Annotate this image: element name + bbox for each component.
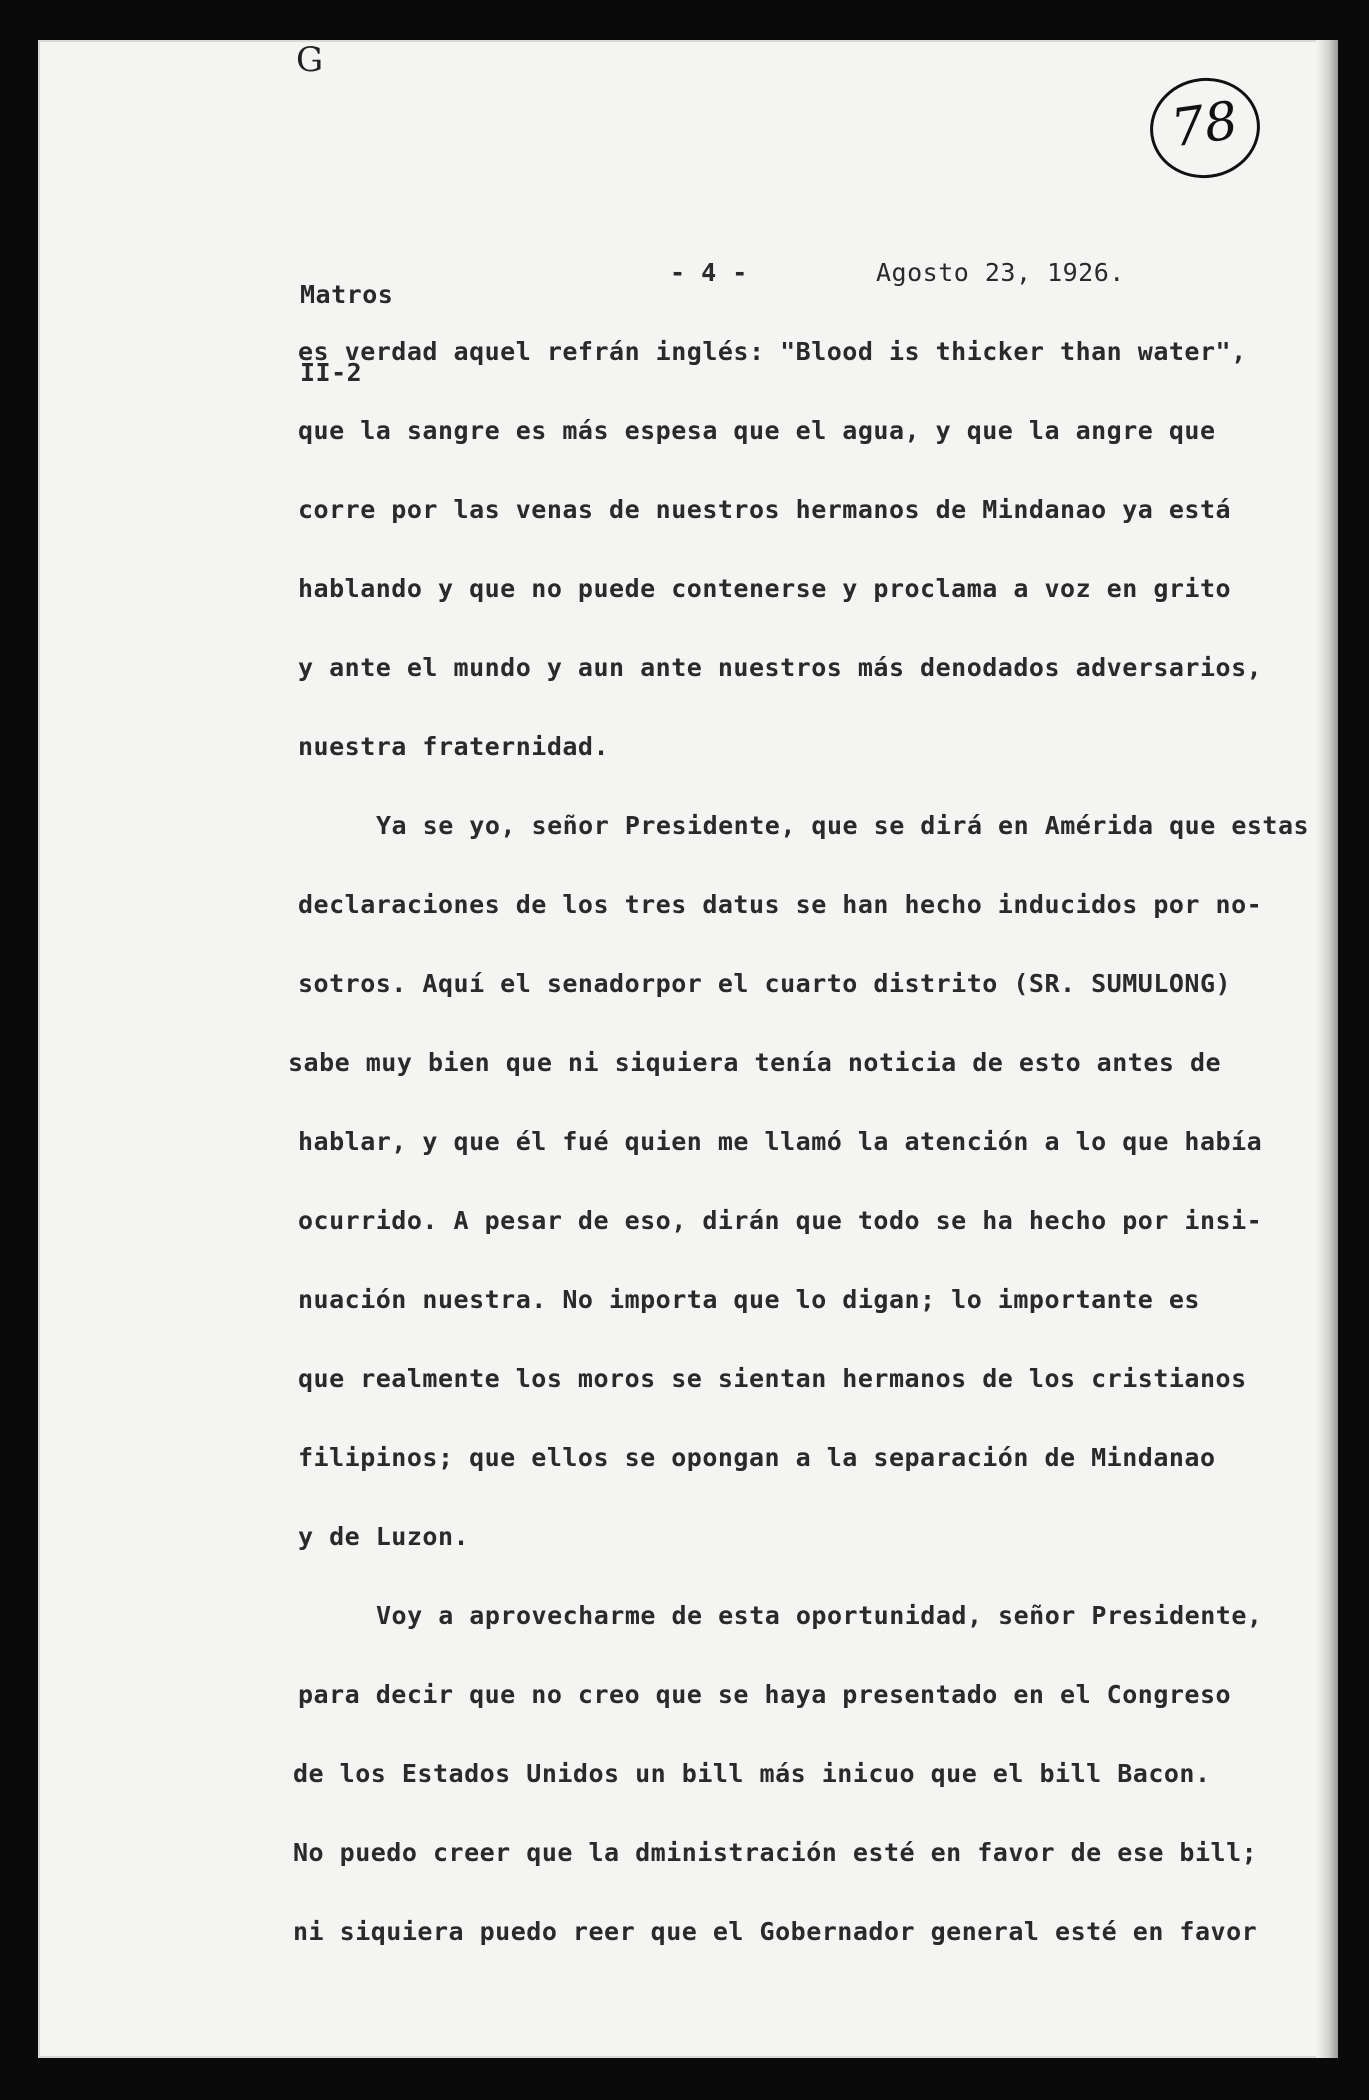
text-line: declaraciones de los tres datus se han hecho inducidos por no- [298,890,1263,919]
document-page [38,40,1338,2058]
text-line: y ante el mundo y aun ante nuestros más denodados adversarios, [298,653,1263,682]
header-section [300,230,393,438]
page-number: - 4 - [670,258,748,287]
text-line: de los Estados Unidos un bill más inicuo que el bill Bacon. [293,1759,1211,1788]
text-line: hablando y que no puede contenerse y proclama a voz en grito [298,574,1232,603]
text-line: filipinos; que ellos se opongan a la separación de Mindanao [298,1443,1216,1472]
folio-number-circle [1144,71,1267,185]
header-section-line2: II-2 [300,358,363,387]
text-line: que la sangre es más espesa que el agua, y que la angre que [298,416,1216,445]
text-line: corre por las venas de nuestros hermanos de Mindanao ya está [298,495,1232,524]
text-line: Ya se yo, señor Presidente, que se dirá en Amérida que estas [376,811,1310,840]
document-date: Agosto 23, 1926. [876,258,1125,287]
text-line: para decir que no creo que se haya presentado en el Congreso [298,1680,1232,1709]
text-line: es verdad aquel refrán inglés: "Blood is thicker than water", [298,337,1247,366]
text-line: Voy a aprovecharme de esta oportunidad, señor Presidente, [376,1601,1263,1630]
text-line: sotros. Aquí el senadorpor el cuarto distrito (SR. SUMULONG) [298,969,1232,998]
text-line: nuación nuestra. No importa que lo digan; lo importante es [298,1285,1200,1314]
text-line: ocurrido. A pesar de eso, dirán que todo se ha hecho por insi- [298,1206,1263,1235]
text-line: y de Luzon. [298,1522,470,1551]
folio-number: 78 [1167,90,1242,160]
text-line: No puedo creer que la dministración esté en favor de ese bill; [293,1838,1258,1867]
text-line: nuestra fraternidad. [298,732,610,761]
page-edge-shadow [1316,40,1338,2058]
text-line: que realmente los moros se sientan hermanos de los cristianos [298,1364,1247,1393]
text-line: sabe muy bien que ni siquiera tenía noticia de esto antes de [288,1048,1222,1077]
text-line: ni siquiera puedo reer que el Gobernador general esté en favor [293,1917,1258,1946]
header-section-line1: Matros [300,280,394,309]
top-corner-mark: G [296,40,324,80]
text-line: hablar, y que él fué quien me llamó la atención a lo que había [298,1127,1263,1156]
